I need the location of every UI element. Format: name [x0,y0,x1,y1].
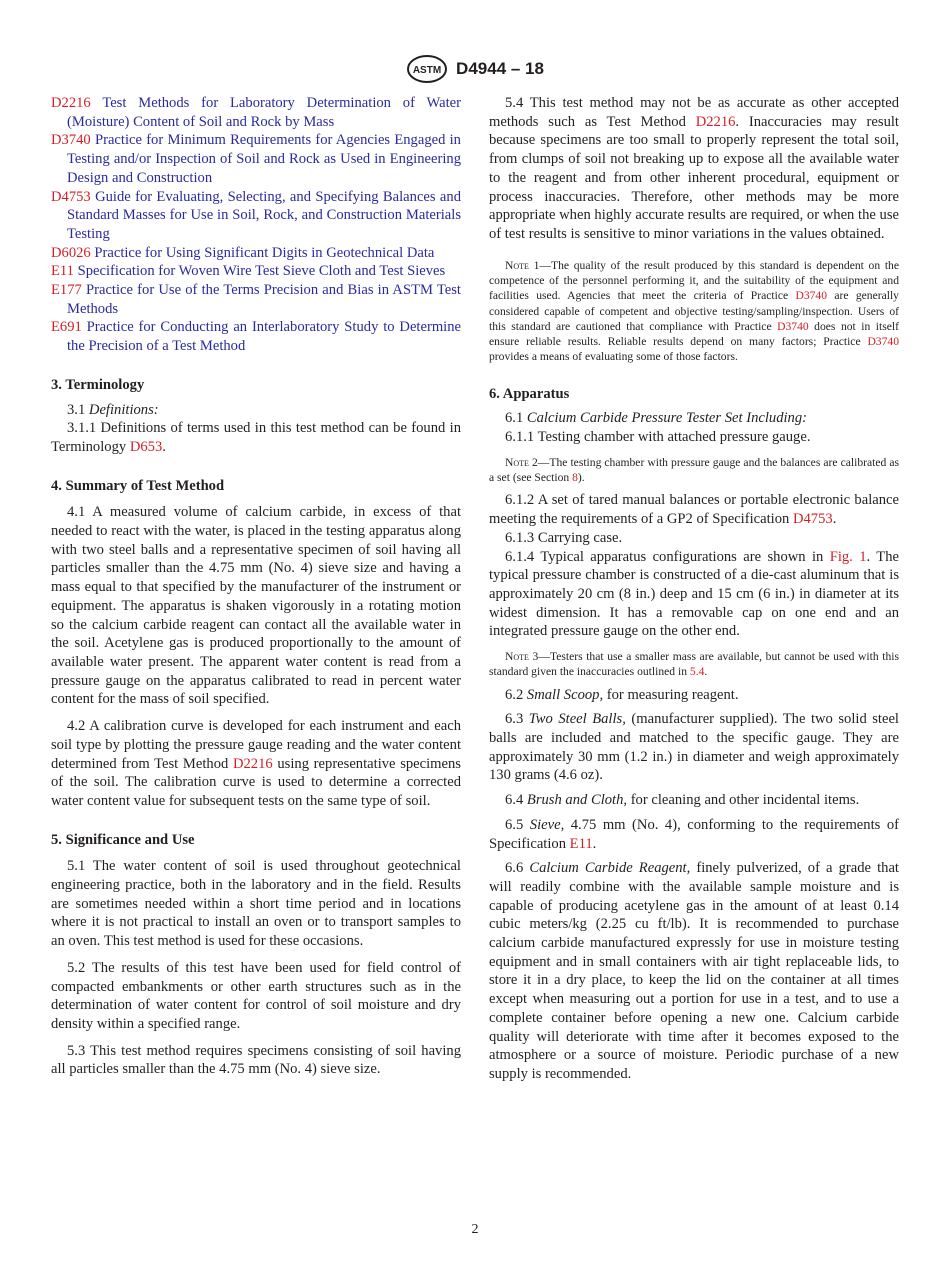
paragraph-5-4: 5.4 This test method may not be as accurate as other accepted methods such as Test Method D2216. Inaccuracies may result because specimens are too small to properly represent the total soil, from clumps of soil not breaking up to expose all the available water to the reagent and from other inherent procedural, equipment or process inaccuracies. Therefore, other methods may be more appropriate when highly accurate results are required, or when the use of test results is sensitive to minor variations in the values obtained. [489,95,899,242]
reference-item [51,94,461,131]
paragraph-6-1-1: 6.1.1 Testing chamber with attached pressure gauge. [505,429,811,446]
section-5-4-link[interactable]: 5.4 [689,665,705,679]
fig-1-link[interactable]: Fig. 1 [829,548,867,565]
reference-title-link[interactable]: Practice for Minimum Requirements for Agencies Engaged in Testing and/or Inspection of Soil and Rock as Used in Engineering Design and Construction [67,132,461,186]
d3740-link[interactable]: D3740 [867,335,899,349]
paragraph-5-2: 5.2 The results of this test have been used for field control of compacted embankments or other earth structures such as in the determination of water content for control of soil moisture and dry density within a specified range. [51,959,461,1032]
section-8-link[interactable]: 8 [572,471,578,485]
left-column [51,94,461,1079]
paragraph-6-2: 6.2 Small Scoop, for measuring reagent. [505,686,739,703]
astm-logo-icon [406,54,448,84]
reference-code-link[interactable]: E11 [51,263,74,280]
paragraph-6-1-4: 6.1.4 Typical apparatus configurations are shown in Fig. 1. The typical pressure chamber is constructed of a die-cast aluminum that is approximately 20 cm (8 in.) deep and 15 cm (6 in.) in diameter at its widest dimension. It has a removable cap on one end and an integrated pressure gauge on the other end. [489,548,899,640]
reference-item [51,188,461,244]
section-heading-summary: 4. Summary of Test Method [51,477,225,494]
paragraph-6-6: 6.6 Calcium Carbide Reagent, finely pulverized, of a grade that will readily combine with the available sample moisture and is capable of producing acetylene gas in the amount of at least 0.14 cubic meters/kg (2.25 cu ft/lb). It is recommended to purchase calcium carbide manufactured expressly for use in moisture testing equipment and in small containers with air tight replaceable lids, to store it in a dry place, to keep the lid on the container at all times except when measuring out a portion for use in a test, and to use a complete container before opening a new one. Calcium carbide quality will deteriorate with time after it becomes exposed to the atmosphere or a source of moisture. Periodic purchase of a new supply is recommended. [489,860,899,1082]
reference-code-link[interactable]: E691 [51,319,82,336]
paragraph-6-1-2: 6.1.2 A set of tared manual balances or portable electronic balance meeting the requirements of a GP2 of Specification D4753. [489,492,899,528]
reference-code-link[interactable]: D2216 [51,95,91,111]
right-column [489,94,899,1084]
section-heading-apparatus: 6. Apparatus [489,385,570,402]
d3740-link[interactable]: D3740 [795,289,828,303]
note-2: Note 2—The testing chamber with pressure gauge and the balances are calibrated as a set (see Section 8). [489,455,899,485]
note-1: Note 1—The quality of the result produced by this standard is dependent on the competence of the personnel performing it, and the suitability of the equipment and facilities used. Agencies that meet the criteria of Practice D3740 are generally considered capable of competent and objective testing/sampling/inspection. Users of this standard are cautioned that compliance with Practice D3740 does not in itself ensure reliable results. Reliable results depend on many factors; Practice D3740 provides a means of evaluating some of those factors. [489,258,899,364]
paragraph-6-5: 6.5 Sieve, 4.75 mm (No. 4), conforming to the requirements of Specification E11. [489,816,899,852]
d2216-link[interactable]: D2216 [232,755,273,772]
paragraph-3-1-1: 3.1.1 Definitions of terms used in this test method can be found in Terminology D653. [51,420,461,455]
paragraph-4-2: 4.2 A calibration curve is developed for each instrument and each soil type by plotting the pressure gauge reading and the water content determined from Test Method D2216 using representative specimens of the soil. The calibration curve is used to determine a corrected water content value for subsequent tests on the same type of soil. [51,718,461,809]
paragraph-5-1: 5.1 The water content of soil is used throughout geotechnical engineering practice, both in the laboratory and in the field. Results are sometimes needed within a short time period and in locations where it is not practical to install an oven or to transport samples to an oven. This test method is used for these occasions. [51,858,461,950]
reference-item [51,281,461,318]
paragraph-4-1: 4.1 A measured volume of calcium carbide, in excess of that needed to react with the water, is placed in the testing apparatus along with two steel balls and a representative specimen of soil having all particles smaller than the 4.75 mm (No. 4) sieve size and having a mass equal to that specified by the manufacturer of the instrument or equipment. The apparatus is shaken vigorously in a rotating motion so the calcium carbide reagent can contact all the available water in the soil. Acetylene gas is produced proportionally to the amount of available water present. The apparent water content is read from a pressure gauge on the apparatus calibrated to read in percent water content for the mass of soil specified. [51,504,461,708]
reference-code-link[interactable]: D4753 [51,188,91,205]
d653-link[interactable]: D653 [129,438,163,455]
svg-text:ASTM: ASTM [412,65,442,76]
reference-code-link[interactable]: D6026 [51,244,91,261]
paragraph-6-1: 6.1 Calcium Carbide Pressure Tester Set Including: [505,410,808,427]
e11-link[interactable]: E11 [569,835,593,852]
paragraph-6-4: 6.4 Brush and Cloth, for cleaning and other incidental items. [505,792,860,809]
paragraph-6-1-3: 6.1.3 Carrying case. [505,529,623,546]
page-number: 2 [471,1222,479,1237]
reference-title-link[interactable]: Guide for Evaluating, Selecting, and Specifying Balances and Standard Masses for Use in Soil, Rock, and Construction Materials Testing [67,188,461,242]
section-heading-significance: 5. Significance and Use [51,831,195,848]
d3740-link[interactable]: D3740 [777,319,809,333]
paragraph-5-3: 5.3 This test method requires specimens consisting of soil having all particles smaller than the 4.75 mm (No. 4) sieve size. [51,1042,461,1078]
reference-item [51,131,461,187]
paragraph-3-1: 3.1 Definitions: [67,401,159,418]
reference-item [51,262,461,281]
d2216-link[interactable]: D2216 [695,113,736,130]
paragraph-6-3: 6.3 Two Steel Balls, (manufacturer supplied). The two solid steel balls are included and matched to the specific gauge. They are approximately 30 mm (1.2 in.) in diameter and weigh approximately 130 grams (4.6 oz). [489,711,899,784]
reference-title-link[interactable]: Specification for Woven Wire Test Sieve Cloth and Test Sieves [77,263,446,280]
reference-title-link[interactable]: Practice for Using Significant Digits in Geotechnical Data [94,244,435,261]
reference-code-link[interactable]: E177 [51,282,82,299]
reference-item [51,244,461,263]
reference-item [51,318,461,355]
reference-code-link[interactable]: D3740 [51,132,91,149]
document-id: D4944 – 18 [456,59,544,78]
d4753-link[interactable]: D4753 [792,511,833,528]
reference-title-link[interactable]: Test Methods for Laboratory Determination of Water (Moisture) Content of Soil and Rock by Mass [67,95,461,130]
reference-title-link[interactable]: Practice for Conducting an Interlaboratory Study to Determine the Precision of a Test Method [67,319,462,355]
page-header [0,54,950,84]
section-heading-terminology: 3. Terminology [51,376,145,393]
note-3: Note 3—Testers that use a smaller mass are available, but cannot be used with this standard given the inaccuracies outlined in 5.4. [489,650,899,679]
reference-title-link[interactable]: Practice for Use of the Terms Precision and Bias in ASTM Test Methods [67,282,461,317]
